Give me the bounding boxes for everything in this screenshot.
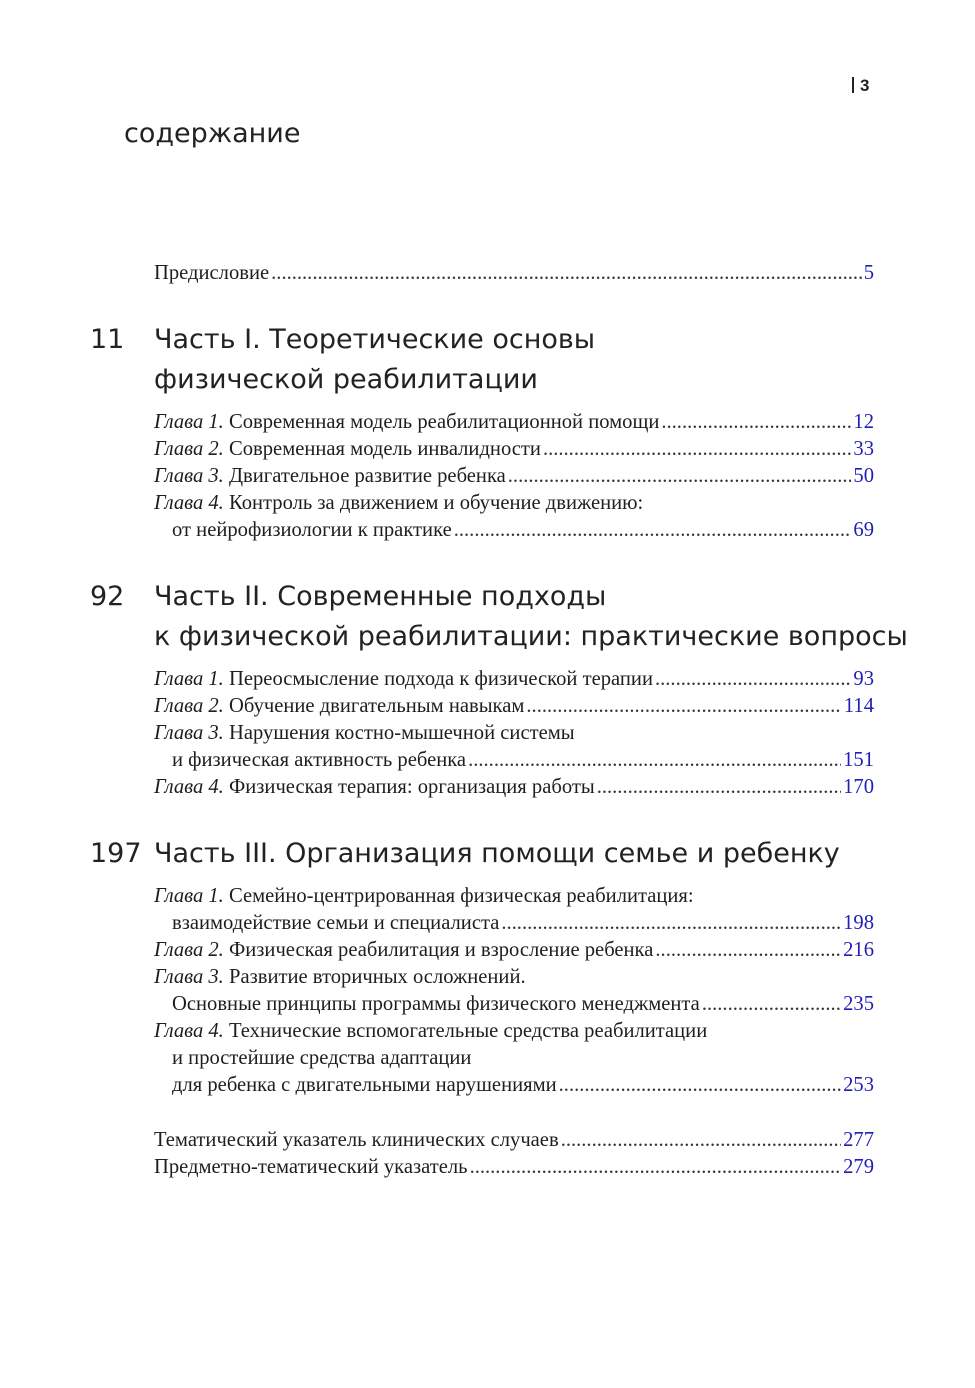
toc-entry-index[interactable] [154, 1129, 874, 1157]
toc-entry-chapter-line: Глава 1. Семейно-центрированная физическая реабилитация: [154, 885, 694, 907]
leader-dots [661, 411, 851, 434]
entry-label: взаимодействие семьи и специалиста [172, 912, 500, 934]
toc-entry-chapter-line: и простейшие средства адаптации [172, 1047, 472, 1069]
entry-page: 279 [843, 1156, 874, 1178]
leader-dots [559, 1074, 841, 1097]
toc-entry-chapter[interactable] [154, 776, 874, 804]
entry-page: 151 [843, 749, 874, 771]
entry-label: Предисловие [154, 262, 270, 284]
part-title: Часть II. Современные подходы [154, 581, 607, 612]
entry-page: 69 [853, 519, 874, 541]
toc-entry-chapter[interactable] [172, 993, 874, 1021]
entry-label: от нейрофизиологии к практике [172, 519, 452, 541]
toc-entry-chapter[interactable] [172, 1074, 874, 1102]
toc-entry-preface[interactable] [154, 262, 874, 290]
leader-dots [702, 993, 841, 1016]
page-number-bar [852, 77, 854, 93]
toc-entry-chapter[interactable] [172, 519, 874, 547]
leader-dots [470, 1156, 842, 1179]
leader-dots [561, 1129, 841, 1152]
leader-dots [271, 262, 862, 285]
entry-page: 50 [853, 465, 874, 487]
page-number: 3 [852, 76, 869, 96]
entry-label: Глава 1. Современная модель реабилитационной помощи [154, 411, 660, 433]
toc-entry-chapter[interactable] [154, 438, 874, 466]
leader-dots [655, 939, 841, 962]
entry-page: 93 [853, 668, 874, 690]
entry-label: Основные принципы программы физического менеджмента [172, 993, 700, 1015]
entry-page: 12 [853, 411, 874, 433]
entry-label: Глава 2. Современная модель инвалидности [154, 438, 541, 460]
entry-label: Глава 3. Двигательное развитие ребенка [154, 465, 506, 487]
toc-entry-chapter[interactable] [172, 912, 874, 940]
toc-entry-chapter[interactable] [172, 749, 874, 777]
entry-label: Глава 4. Физическая терапия: организация работы [154, 776, 595, 798]
entry-page: 33 [853, 438, 874, 460]
leader-dots [655, 668, 851, 691]
toc-entry-chapter[interactable] [154, 465, 874, 493]
toc-entry-chapter-line: Глава 4. Технические вспомогательные средства реабилитации [154, 1020, 708, 1042]
entry-page: 277 [843, 1129, 874, 1151]
leader-dots [526, 695, 841, 718]
toc-title: содержание [124, 118, 301, 149]
toc-entry-chapter[interactable] [154, 411, 874, 439]
leader-dots [468, 749, 841, 772]
part-title: к физической реабилитации: практические вопросы [154, 621, 908, 652]
entry-label: Тематический указатель клинических случаев [154, 1129, 559, 1151]
part-page-number: 11 [90, 324, 125, 355]
entry-page: 114 [843, 695, 874, 717]
entry-label: Глава 2. Обучение двигательным навыкам [154, 695, 525, 717]
toc-entry-chapter-line: Глава 3. Развитие вторичных осложнений. [154, 966, 526, 988]
toc-entry-chapter[interactable] [154, 668, 874, 696]
part-title: Часть III. Организация помощи семье и ребенку [154, 838, 840, 869]
leader-dots [543, 438, 851, 461]
entry-label: Глава 1. Переосмысление подхода к физической терапии [154, 668, 653, 690]
entry-page: 216 [843, 939, 874, 961]
part-title: физической реабилитации [154, 364, 538, 395]
entry-page: 5 [863, 262, 874, 284]
entry-label: Предметно-тематический указатель [154, 1156, 468, 1178]
part-title: Часть I. Теоретические основы [154, 324, 596, 355]
leader-dots [597, 776, 841, 799]
part-page-number: 197 [90, 838, 142, 869]
leader-dots [508, 465, 852, 488]
leader-dots [501, 912, 841, 935]
part-page-number: 92 [90, 581, 125, 612]
leader-dots [454, 519, 852, 542]
entry-page: 253 [843, 1074, 874, 1096]
toc-entry-chapter[interactable] [154, 939, 874, 967]
toc-entry-chapter[interactable] [154, 695, 874, 723]
entry-page: 198 [843, 912, 874, 934]
toc-entry-index[interactable] [154, 1156, 874, 1184]
entry-page: 235 [843, 993, 874, 1015]
entry-label: для ребенка с двигательными нарушениями [172, 1074, 557, 1096]
entry-label: и физическая активность ребенка [172, 749, 467, 771]
toc-entry-chapter-line: Глава 3. Нарушения костно-мышечной системы [154, 722, 575, 744]
entry-label: Глава 2. Физическая реабилитация и взросление ребенка [154, 939, 654, 961]
entry-page: 170 [843, 776, 874, 798]
toc-entry-chapter-line: Глава 4. Контроль за движением и обучение движению: [154, 492, 644, 514]
